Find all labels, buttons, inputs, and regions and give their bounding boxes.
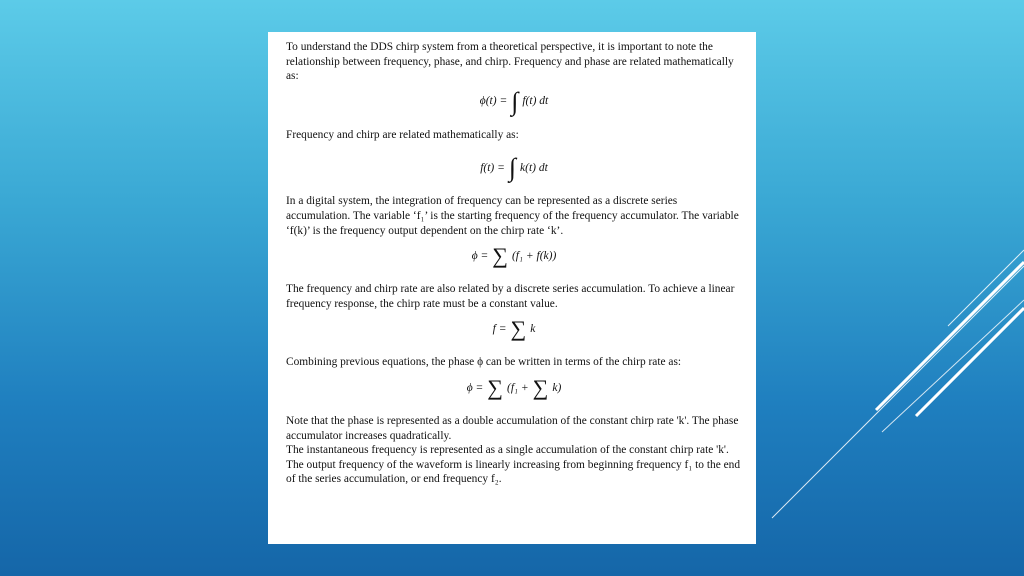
eq2-lhs: f(t) = bbox=[480, 162, 505, 175]
paragraph-chirp: Frequency and chirp are related mathematically as: bbox=[286, 128, 519, 141]
equation-frequency-integral bbox=[286, 150, 742, 186]
paragraph-note: Note that the phase is represented as a double accumulation of the constant chirp rate 'k'. The phase accumulator increases quadratically. bbox=[286, 414, 739, 442]
eq2-rhs: k(t) dt bbox=[520, 162, 548, 175]
paragraph-instantaneous: The instantaneous frequency is represented as a single accumulation of the constant chirp rate 'k'. The output frequency of the waveform is linearly increasing from beginning frequency f₁ to the end of the series accumulation, or end frequency f₂. bbox=[286, 444, 741, 486]
eq3-rhs: (f₁ + f(k)) bbox=[511, 249, 557, 262]
eq4-lhs: f = bbox=[492, 323, 507, 336]
eq5-rhs: k) bbox=[552, 381, 562, 394]
paragraph-intro: To understand the DDS chirp system from a theoretical perspective, it is important to note the relationship between frequency, phase, and chirp. Frequency and phase are related mathematically as: bbox=[286, 41, 734, 83]
equation-phase-sum bbox=[286, 238, 742, 274]
paragraph-discrete: The frequency and chirp rate are also related by a discrete series accumulation. To achieve a linear frequency response, the chirp rate must be a constant value. bbox=[286, 283, 735, 310]
eq1-lhs: ϕ(t) = bbox=[479, 95, 508, 108]
eq3-lhs: ϕ = bbox=[471, 249, 489, 262]
equation-phase-double-sum bbox=[286, 370, 742, 406]
integral-symbol: ∫ bbox=[511, 86, 519, 116]
paragraph-digital: In a digital system, the integration of frequency can be represented as a discrete series accumulation. The variable ‘f₁’ is the starting frequency of the frequency accumulator. The variable ‘f(k)’ is the frequency output dependent on the chirp rate ‘k’. bbox=[286, 195, 739, 237]
paragraph-combining: Combining previous equations, the phase ϕ can be written in terms of the chirp rate as: bbox=[286, 356, 682, 369]
eq5-mid: (f₁ + bbox=[506, 381, 529, 394]
sum-symbol: ∑ bbox=[492, 243, 508, 269]
equation-frequency-sum bbox=[286, 311, 742, 347]
integral-symbol: ∫ bbox=[508, 153, 517, 183]
eq5-lhs: ϕ = bbox=[466, 381, 484, 394]
equation-phase-integral bbox=[286, 84, 742, 120]
document-page bbox=[268, 32, 756, 544]
sum-symbol-inner: ∑ bbox=[532, 374, 549, 400]
eq1-rhs: f(t) dt bbox=[522, 95, 549, 108]
eq4-rhs: k bbox=[530, 323, 536, 336]
sum-symbol: ∑ bbox=[510, 316, 527, 342]
sum-symbol: ∑ bbox=[487, 374, 503, 400]
